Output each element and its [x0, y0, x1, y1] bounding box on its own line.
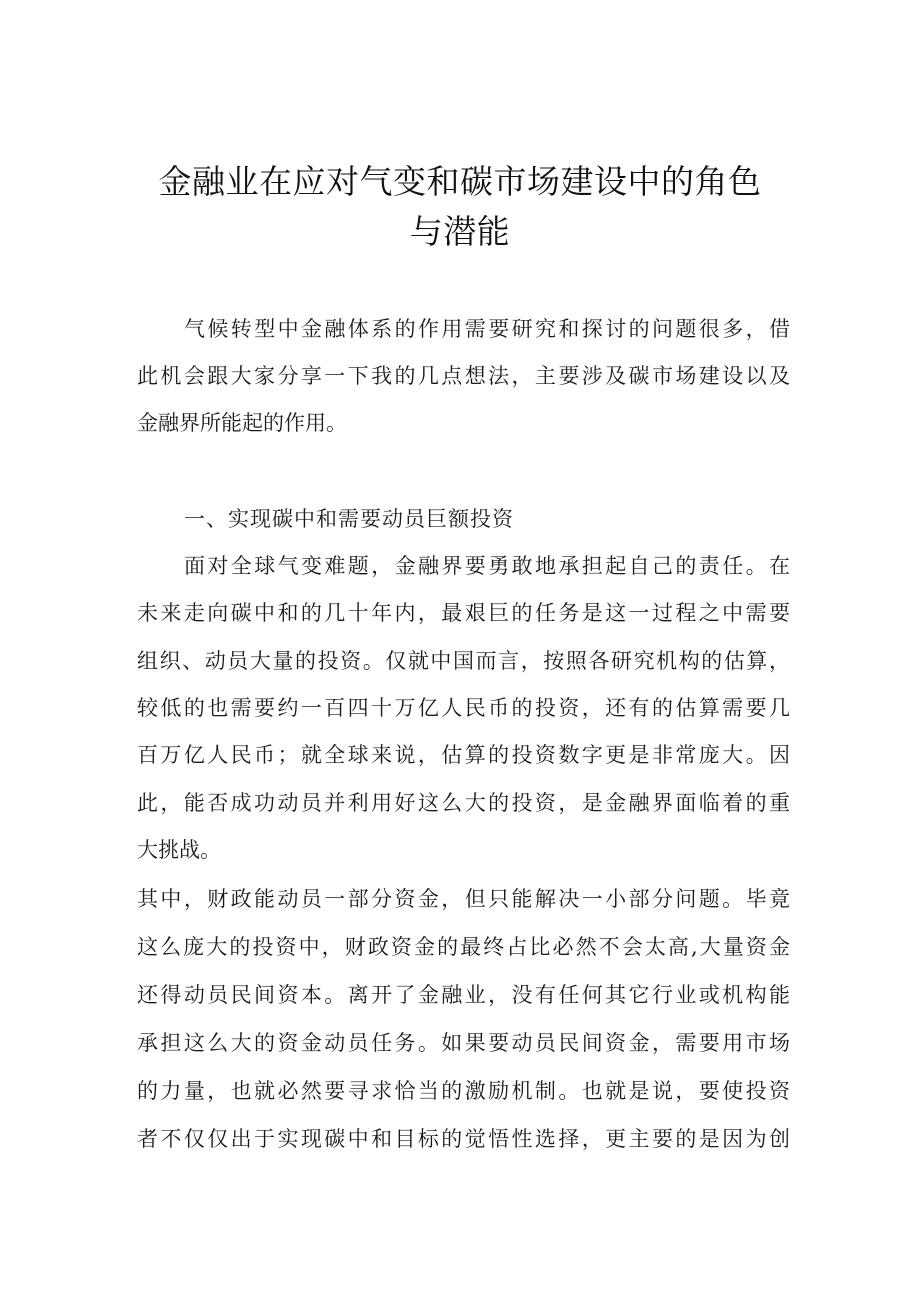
intro-line: 此机会跟大家分享一下我的几点想法，主要涉及碳市场建设以及 — [137, 364, 790, 388]
paragraph-line: 未来走向碳中和的几十年内，最艰巨的任务是这一过程之中需要 — [137, 601, 790, 625]
paragraph-line: 还得动员民间资本。离开了金融业，没有任何其它行业或机构能 — [137, 983, 790, 1007]
paragraph-line: 大挑战。 — [137, 838, 221, 862]
paragraph-line: 的力量，也就必然要寻求恰当的激励机制。也就是说，要使投资 — [137, 1079, 790, 1103]
paragraph-line: 较低的也需要约一百四十万亿人民币的投资，还有的估算需要几 — [137, 696, 790, 720]
document-title-line-2: 与潜能 — [409, 212, 511, 251]
paragraph-line: 者不仅仅出于实现碳中和目标的觉悟性选择，更主要的是因为创 — [137, 1127, 790, 1151]
section-heading: 一、实现碳中和需要动员巨额投资 — [184, 507, 514, 531]
paragraph-line: 其中，财政能动员一部分资金，但只能解决一小部分问题。毕竟 — [137, 887, 790, 911]
paragraph-line: 此，能否成功动员并利用好这么大的投资，是金融界面临着的重 — [137, 791, 790, 815]
paragraph-line: 面对全球气变难题，金融界要勇敢地承担起自己的责任。在 — [184, 554, 790, 578]
intro-line: 气候转型中金融体系的作用需要研究和探讨的问题很多，借 — [184, 317, 790, 341]
paragraph-line: 承担这么大的资金动员任务。如果要动员民间资金，需要用市场 — [137, 1031, 790, 1055]
document-title-line-1: 金融业在应对气变和碳市场建设中的角色 — [158, 162, 762, 201]
paragraph-line: 这么庞大的投资中，财政资金的最终占比必然不会太高,大量资金 — [137, 935, 790, 959]
intro-line: 金融界所能起的作用。 — [137, 411, 347, 435]
paragraph-line: 百万亿人民币；就全球来说，估算的投资数字更是非常庞大。因 — [137, 743, 790, 767]
paragraph-line: 组织、动员大量的投资。仅就中国而言，按照各研究机构的估算， — [137, 649, 790, 673]
